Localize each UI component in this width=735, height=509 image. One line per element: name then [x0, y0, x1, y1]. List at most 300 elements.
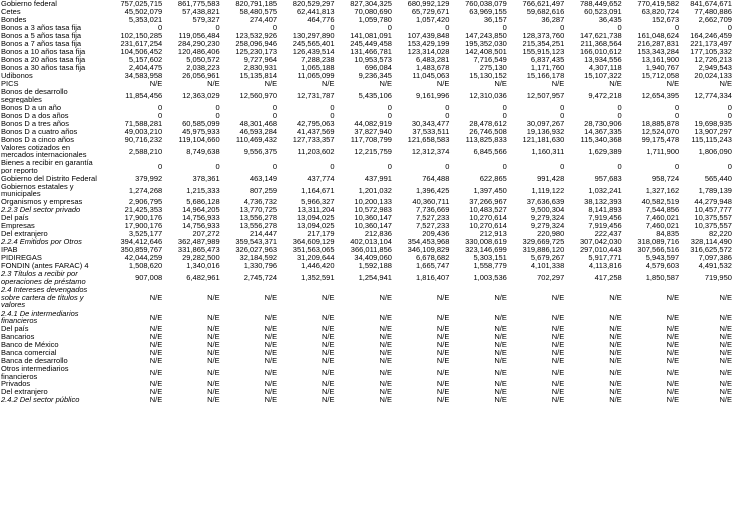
row-label: 2.2.3 Del sector privado	[1, 206, 81, 214]
table-cell: 12,310,036	[469, 91, 507, 100]
table-cell: 0	[617, 102, 622, 112]
table-cell: N/E	[149, 348, 163, 358]
table-cell: N/E	[719, 367, 732, 377]
table-cell: 0	[158, 110, 163, 120]
table-cell: 99,175,478	[641, 134, 680, 144]
table-cell: 1,254,941	[358, 273, 392, 282]
table-cell: 9,472,218	[588, 91, 622, 100]
table-cell: 42,044,259	[124, 253, 163, 263]
table-cell: 0	[560, 23, 565, 33]
table-cell: 1,160,311	[531, 146, 565, 156]
table-cell: 142,408,501	[465, 47, 507, 57]
table-cell: 307,566,516	[637, 245, 680, 255]
table-cell: N/E	[322, 312, 335, 322]
table-cell: N/E	[436, 348, 450, 358]
table-row	[0, 396, 735, 404]
table-cell: 1,629,389	[588, 146, 622, 156]
table-cell: 757,025,715	[120, 0, 163, 9]
table-cell: N/E	[719, 79, 732, 89]
table-cell: 8,749,638	[186, 146, 220, 156]
table-cell: 0	[502, 102, 507, 112]
table-cell: 9,279,324	[530, 213, 565, 223]
table-cell: 37,533,511	[412, 126, 450, 136]
table-cell: 6,845,566	[473, 146, 507, 156]
table-cell: 121,658,583	[407, 134, 450, 144]
table-cell: N/E	[379, 324, 392, 334]
table-row	[0, 380, 735, 388]
table-cell: N/E	[207, 356, 220, 366]
table-cell: N/E	[149, 387, 163, 397]
table-cell: N/E	[322, 340, 335, 350]
table-cell: 565,440	[704, 173, 732, 183]
table-cell: 13,934,556	[584, 55, 622, 65]
table-cell: 63,969,155	[469, 7, 507, 17]
table-cell: N/E	[609, 312, 622, 322]
row-label: Bonos a 5 años tasa fija	[1, 32, 82, 40]
table-cell: 127,733,357	[292, 134, 335, 144]
table-cell: 354,453,968	[407, 237, 450, 247]
table-cell: 5,353,021	[128, 15, 163, 25]
table-cell: 215,354,251	[522, 39, 565, 49]
table-cell: 0	[330, 23, 335, 33]
table-cell: N/E	[551, 367, 565, 377]
table-cell: 77,480,886	[694, 7, 732, 17]
table-cell: N/E	[719, 292, 732, 302]
table-cell: N/E	[379, 387, 392, 397]
table-cell: 13,907,297	[694, 126, 732, 136]
table-cell: 126,439,514	[292, 47, 335, 57]
table-cell: N/E	[666, 367, 680, 377]
table-cell: 0	[158, 162, 163, 171]
table-cell: 359,543,371	[235, 237, 278, 247]
row-label: Banca comercial	[1, 349, 57, 357]
table-cell: 4,579,603	[645, 261, 680, 271]
table-cell: N/E	[207, 340, 220, 350]
table-cell: 7,736,669	[416, 205, 450, 215]
table-cell: 28,478,612	[469, 118, 507, 128]
table-row	[0, 286, 735, 310]
table-cell: 0	[215, 162, 220, 171]
table-cell: N/E	[207, 292, 220, 302]
table-cell: 330,008,619	[465, 237, 507, 247]
table-cell: 307,042,030	[579, 237, 622, 247]
table-cell: N/E	[379, 79, 392, 89]
table-cell: 42,795,063	[296, 118, 335, 128]
row-label: Del país	[1, 325, 29, 333]
table-row	[0, 159, 735, 175]
table-cell: 38,132,393	[584, 197, 622, 207]
table-cell: 220,980	[537, 229, 565, 239]
table-cell: 8,141,893	[588, 205, 622, 215]
table-cell: N/E	[551, 340, 565, 350]
table-cell: 211,368,564	[580, 39, 622, 49]
table-row	[0, 349, 735, 357]
table-cell: 21,425,353	[124, 205, 163, 215]
table-cell: N/E	[666, 324, 680, 334]
table-cell: N/E	[551, 332, 565, 342]
table-cell: 36,435	[598, 15, 622, 25]
table-cell: 195,352,030	[465, 39, 507, 49]
row-label: Gobierno federal	[1, 0, 57, 8]
table-cell: 274,407	[249, 15, 278, 25]
table-cell: 36,157	[483, 15, 507, 25]
table-cell: 4,491,532	[698, 261, 732, 271]
table-cell: 18,885,878	[641, 118, 680, 128]
table-cell: 7,544,856	[645, 205, 680, 215]
table-cell: N/E	[149, 79, 163, 89]
table-cell: N/E	[207, 387, 220, 397]
table-cell: 0	[674, 110, 680, 120]
row-label: Bonos a 20 años tasa fija	[1, 56, 86, 64]
table-cell: 1,274,268	[128, 185, 163, 195]
table-cell: N/E	[719, 324, 732, 334]
table-cell: 7,919,456	[588, 213, 622, 223]
table-cell: N/E	[609, 324, 622, 334]
table-cell: N/E	[379, 332, 392, 342]
table-cell: 2,404,475	[128, 63, 163, 73]
table-cell: N/E	[666, 340, 680, 350]
table-cell: 680,992,129	[407, 0, 450, 9]
table-row	[0, 333, 735, 341]
table-cell: 463,149	[249, 173, 278, 183]
table-cell: 7,460,021	[645, 213, 680, 223]
table-cell: 6,837,435	[530, 55, 565, 65]
table-cell: 1,352,591	[301, 273, 335, 282]
row-label: Banca de desarrollo	[1, 357, 68, 365]
table-cell: 0	[727, 102, 732, 112]
table-cell: 115,340,368	[580, 134, 622, 144]
table-cell: 44,082,919	[354, 118, 392, 128]
table-cell: 166,010,612	[579, 47, 622, 57]
table-cell: N/E	[666, 312, 680, 322]
table-cell: 3,525,177	[128, 229, 163, 239]
table-cell: 275,130	[479, 63, 507, 73]
row-label: Empresas	[1, 222, 35, 230]
table-cell: 5,943,597	[645, 253, 680, 263]
table-cell: N/E	[666, 379, 680, 389]
table-cell: 766,621,497	[522, 0, 565, 9]
table-cell: 329,669,725	[522, 237, 565, 247]
table-cell: 7,460,021	[645, 221, 680, 231]
table-cell: 12,774,334	[694, 91, 732, 100]
table-cell: 0	[617, 162, 622, 171]
table-cell: 326,027,963	[235, 245, 278, 255]
table-cell: 907,008	[135, 273, 163, 282]
table-cell: 12,312,374	[411, 146, 450, 156]
table-cell: 316,625,572	[690, 245, 732, 255]
table-cell: 378,361	[192, 173, 220, 183]
table-cell: 13,556,278	[239, 221, 278, 231]
table-cell: 1,940,767	[645, 63, 680, 73]
table-cell: N/E	[322, 395, 335, 405]
table-cell: 31,209,644	[296, 253, 335, 263]
table-cell: N/E	[264, 312, 278, 322]
table-cell: N/E	[666, 79, 680, 89]
table-row	[0, 144, 735, 160]
table-cell: N/E	[264, 79, 278, 89]
table-row	[0, 310, 735, 326]
row-label: Bonos D a cinco años	[1, 135, 74, 144]
table-cell: 37,636,639	[526, 197, 565, 207]
row-label: Bonos D a tres años	[1, 119, 69, 128]
table-cell: N/E	[207, 79, 220, 89]
table-cell: 161,048,624	[637, 31, 680, 41]
table-cell: 1,164,671	[301, 185, 335, 195]
table-cell: 221,173,497	[690, 39, 732, 49]
table-cell: 1,057,420	[416, 15, 450, 25]
table-cell: 11,065,099	[297, 71, 335, 81]
table-cell: 1,711,900	[646, 146, 680, 156]
table-cell: 119,104,660	[178, 134, 220, 144]
table-cell: N/E	[322, 332, 335, 342]
table-cell: 245,449,458	[350, 39, 392, 49]
table-row	[0, 365, 735, 380]
table-cell: 958,724	[652, 173, 680, 183]
table-cell: 0	[215, 110, 220, 120]
table-cell: 60,523,091	[584, 7, 622, 17]
table-cell: N/E	[322, 367, 335, 377]
table-cell: N/E	[436, 395, 450, 405]
table-cell: 13,311,204	[297, 205, 335, 215]
table-cell: N/E	[666, 332, 680, 342]
table-cell: 719,950	[704, 273, 732, 282]
table-cell: 1,789,139	[698, 185, 732, 195]
table-cell: 2,906,795	[128, 197, 163, 207]
row-label: Cetes	[1, 8, 21, 16]
table-cell: 807,259	[249, 185, 278, 195]
table-cell: 217,179	[307, 229, 335, 239]
table-cell: N/E	[494, 340, 507, 350]
row-label: IPAB	[1, 246, 18, 254]
table-cell: 4,307,118	[588, 63, 622, 73]
table-cell: 5,050,572	[186, 55, 220, 65]
table-cell: N/E	[264, 367, 278, 377]
table-cell: 362,487,989	[177, 237, 220, 247]
table-cell: 258,096,946	[235, 39, 278, 49]
table-cell: 107,439,848	[407, 31, 450, 41]
table-cell: 117,708,799	[350, 134, 392, 144]
table-cell: 10,360,147	[354, 213, 392, 223]
table-cell: 1,558,779	[473, 261, 507, 271]
table-cell: 212,913	[479, 229, 507, 239]
table-cell: 350,859,767	[120, 245, 163, 255]
table-cell: 13,094,025	[296, 213, 335, 223]
row-label: Bancarios	[1, 333, 35, 341]
table-cell: 0	[674, 162, 680, 171]
table-cell: 702,297	[537, 273, 565, 282]
table-cell: 28,730,906	[584, 118, 622, 128]
table-cell: 10,200,133	[354, 197, 392, 207]
table-cell: N/E	[264, 395, 278, 405]
table-cell: N/E	[719, 387, 732, 397]
table-cell: 0	[502, 110, 507, 120]
row-label: Bonos D a dos años	[1, 111, 69, 120]
table-cell: N/E	[609, 348, 622, 358]
table-cell: 437,774	[307, 173, 335, 183]
table-cell: N/E	[551, 79, 565, 89]
table-cell: 0	[330, 162, 335, 171]
table-cell: 245,565,401	[292, 39, 335, 49]
table-cell: 0	[445, 110, 450, 120]
table-cell: 12,524,070	[641, 126, 680, 136]
table-cell: 0	[617, 110, 622, 120]
table-cell: 34,583,958	[124, 71, 163, 81]
table-cell: 12,507,957	[526, 91, 565, 100]
table-cell: N/E	[609, 395, 622, 405]
table-cell: 0	[560, 110, 565, 120]
table-cell: N/E	[379, 312, 392, 322]
table-cell: 90,716,232	[124, 134, 163, 144]
table-cell: 11,203,602	[297, 146, 335, 156]
table-cell: N/E	[379, 395, 392, 405]
row-label: Bonos D a un año	[1, 103, 62, 112]
table-cell: N/E	[149, 395, 163, 405]
table-cell: 123,532,926	[235, 31, 278, 41]
table-cell: 2,949,543	[698, 63, 732, 73]
table-cell: N/E	[494, 387, 507, 397]
table-cell: 1,816,407	[416, 273, 450, 282]
table-cell: N/E	[149, 367, 163, 377]
table-cell: 152,673	[652, 15, 680, 25]
row-label: Del extranjero	[1, 230, 48, 238]
table-cell: N/E	[494, 312, 507, 322]
table-cell: 19,136,932	[526, 126, 565, 136]
table-cell: N/E	[322, 348, 335, 358]
table-cell: 153,429,199	[407, 39, 450, 49]
table-cell: 991,428	[537, 173, 565, 183]
table-cell: 0	[158, 102, 163, 112]
table-cell: 20,024,133	[694, 71, 732, 81]
table-cell: N/E	[149, 292, 163, 302]
table-cell: 0	[502, 162, 507, 171]
table-cell: N/E	[379, 379, 392, 389]
table-cell: 1,330,796	[243, 261, 278, 271]
table-cell: N/E	[551, 348, 565, 358]
table-row	[0, 183, 735, 199]
table-cell: 0	[272, 23, 278, 33]
table-cell: 49,003,210	[124, 126, 163, 136]
row-label: 2.2.4 Emitidos por Otros	[1, 238, 82, 246]
table-cell: N/E	[494, 292, 507, 302]
table-cell: N/E	[494, 324, 507, 334]
table-cell: 579,327	[192, 15, 220, 25]
table-cell: N/E	[719, 379, 732, 389]
table-cell: N/E	[551, 356, 565, 366]
table-cell: 4,113,816	[588, 261, 622, 271]
table-cell: 19,698,935	[694, 118, 732, 128]
table-cell: 15,107,322	[584, 71, 622, 81]
table-cell: 2,745,724	[243, 273, 278, 282]
table-cell: N/E	[551, 387, 565, 397]
table-cell: N/E	[436, 292, 450, 302]
row-label: Bonos a 30 años tasa fija	[1, 64, 86, 72]
table-cell: N/E	[264, 340, 278, 350]
table-cell: 11,045,063	[412, 71, 450, 81]
table-cell: N/E	[666, 356, 680, 366]
table-cell: N/E	[264, 324, 278, 334]
table-cell: 34,409,060	[354, 253, 392, 263]
table-cell: 15,166,178	[526, 71, 565, 81]
table-cell: 14,367,335	[584, 126, 622, 136]
table-cell: N/E	[494, 379, 507, 389]
table-cell: N/E	[207, 348, 220, 358]
table-cell: 0	[215, 23, 220, 33]
table-cell: 59,682,616	[526, 7, 565, 17]
table-cell: 5,966,327	[301, 197, 335, 207]
table-cell: 437,991	[364, 173, 392, 183]
table-cell: 30,343,477	[411, 118, 450, 128]
table-cell: 147,243,850	[465, 31, 507, 41]
table-cell: N/E	[494, 79, 507, 89]
table-cell: 7,527,233	[416, 221, 450, 231]
table-cell: 214,447	[249, 229, 278, 239]
table-cell: N/E	[609, 332, 622, 342]
table-cell: 402,013,104	[350, 237, 392, 247]
row-label: Valores cotizados en mercados internacionales	[1, 143, 87, 159]
table-cell: N/E	[719, 332, 732, 342]
table-cell: N/E	[436, 379, 450, 389]
table-cell: 0	[387, 110, 392, 120]
table-row	[0, 175, 735, 183]
table-cell: 2,662,709	[698, 15, 732, 25]
table-cell: 0	[387, 162, 392, 171]
row-label: Bondes	[1, 16, 27, 24]
table-cell: 5,917,771	[588, 253, 622, 263]
table-cell: 120,486,406	[177, 47, 220, 57]
row-label: 2.4 Intereses devengados sobre cartera de títulos y valores	[1, 286, 88, 309]
table-cell: 110,469,432	[235, 134, 278, 144]
table-cell: N/E	[494, 367, 507, 377]
table-cell: 212,836	[364, 229, 392, 239]
table-cell: 60,585,099	[182, 118, 220, 128]
table-cell: 820,529,297	[292, 0, 335, 9]
table-cell: N/E	[322, 324, 335, 334]
table-cell: N/E	[719, 340, 732, 350]
table-cell: 366,011,856	[350, 245, 392, 255]
table-cell: 0	[330, 102, 335, 112]
table-cell: N/E	[264, 292, 278, 302]
table-row	[0, 270, 735, 286]
table-cell: 63,820,724	[641, 7, 680, 17]
table-cell: 1,327,162	[645, 185, 680, 195]
table-cell: 70,080,690	[354, 7, 392, 17]
table-cell: 155,915,123	[522, 47, 565, 57]
table-cell: N/E	[719, 312, 732, 322]
table-row	[0, 104, 735, 112]
table-cell: 760,038,079	[465, 0, 507, 9]
table-cell: 222,437	[594, 229, 622, 239]
table-cell: N/E	[609, 379, 622, 389]
table-row	[0, 16, 735, 24]
table-cell: 1,508,620	[128, 261, 163, 271]
table-cell: N/E	[666, 395, 680, 405]
table-cell: 12,215,759	[354, 146, 392, 156]
table-cell: 4,101,338	[530, 261, 565, 271]
table-cell: N/E	[379, 356, 392, 366]
table-cell: 1,806,090	[698, 146, 732, 156]
row-label: Otros intermediarios financieros	[1, 365, 69, 380]
table-cell: N/E	[436, 340, 450, 350]
table-cell: N/E	[551, 324, 565, 334]
table-cell: 417,258	[594, 273, 622, 282]
table-cell: N/E	[264, 356, 278, 366]
table-cell: N/E	[207, 324, 220, 334]
table-cell: 10,457,777	[694, 205, 732, 215]
table-row	[0, 325, 735, 333]
table-cell: 7,097,386	[698, 253, 732, 263]
table-cell: N/E	[494, 348, 507, 358]
table-cell: 115,115,243	[691, 134, 732, 144]
